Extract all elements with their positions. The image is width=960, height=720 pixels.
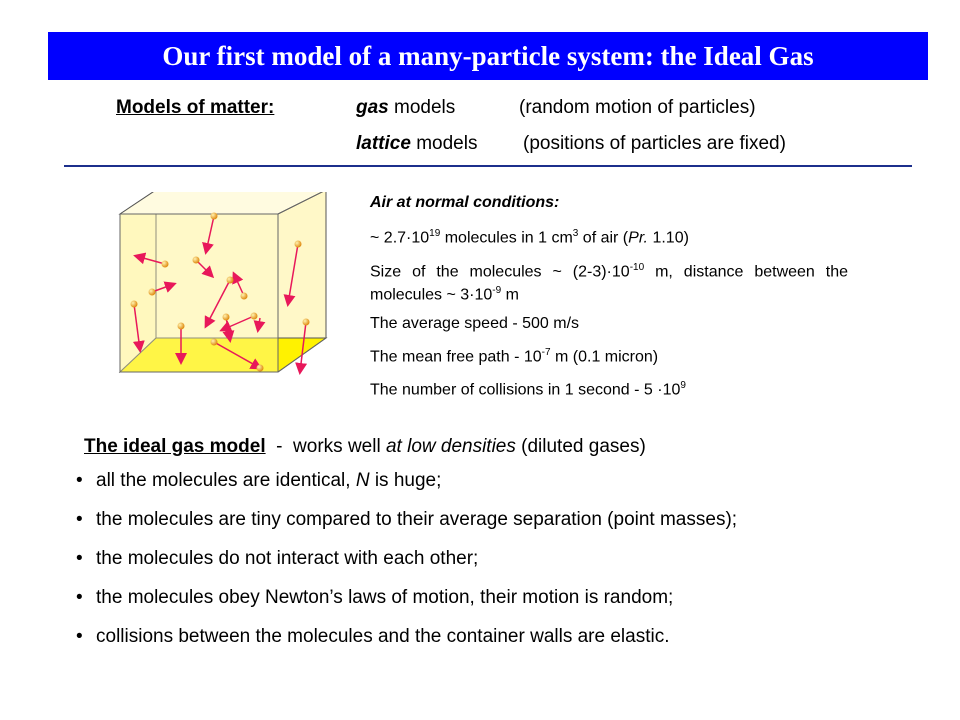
- ideal-gas-heading: The ideal gas model - works well at low densities (diluted gases): [84, 436, 646, 457]
- gas-models-desc: (random motion of particles): [519, 97, 756, 118]
- molecule-size: Size of the molecules ~ $(2-3)\cdot 10^{-10}$ m, distance between the molecules ~ $3\cdot 10^{-9}$ m: [370, 262, 848, 304]
- divider-rule: [64, 165, 912, 167]
- collision-rate: The number of collisions in 1 second - $5 \cdot 10^9$: [370, 380, 686, 399]
- lattice-models-desc: (positions of particles are fixed): [523, 133, 786, 154]
- low-density-em: at low densities: [385, 436, 516, 457]
- list-item: • the molecules do not interact with each other;: [76, 548, 479, 569]
- slide-title: Our first model of a many-particle system: the Ideal Gas: [48, 32, 928, 80]
- list-item: • the molecules are tiny compared to their average separation (point masses);: [76, 509, 738, 530]
- ideal-gas-label: The ideal gas model: [84, 436, 266, 457]
- list-item: • collisions between the molecules and the container walls are elastic.: [76, 626, 670, 647]
- molecule-count: ~ $2.7\cdot 10^{19}$ molecules in 1 $cm^3$ of air (Pr. 1.10): [370, 228, 689, 247]
- box-front-face: [120, 214, 278, 372]
- gas-container-illustration: [110, 192, 330, 392]
- air-heading: Air at normal conditions:: [370, 194, 560, 211]
- average-speed: The average speed - 500 m/s: [370, 315, 580, 332]
- lattice-term: lattice: [356, 133, 411, 154]
- models-label: [116, 97, 274, 119]
- gas-term: gas: [356, 97, 389, 118]
- lattice-word: models: [416, 133, 478, 154]
- list-item: • all the molecules are identical, N is huge;: [76, 470, 442, 491]
- list-item: • the molecules obey Newton’s laws of motion, their motion is random;: [76, 587, 674, 608]
- models-of-matter-label: Models of matter:: [116, 97, 275, 118]
- gas-models-line: [356, 97, 455, 119]
- lattice-models-line: [356, 133, 477, 155]
- gas-word: models: [394, 97, 456, 118]
- mean-free-path: The mean free path - $10^{-7}$ m (0.1 micron): [370, 347, 659, 366]
